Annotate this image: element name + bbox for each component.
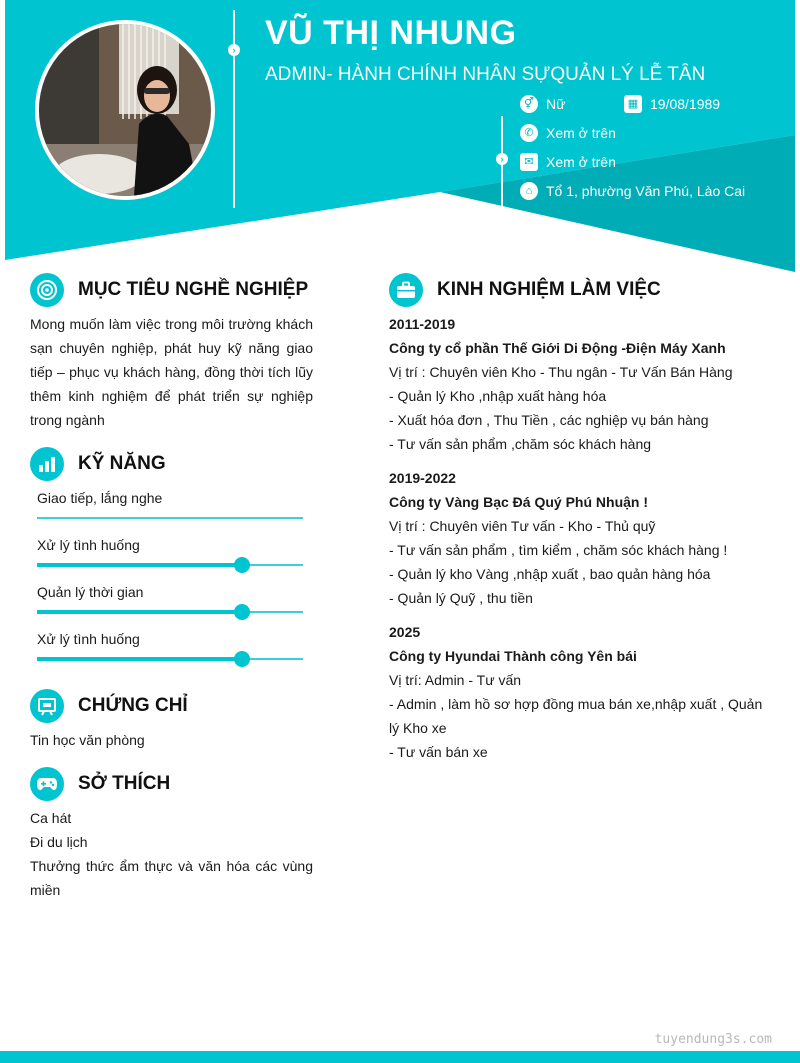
- birthday-info: [624, 95, 720, 113]
- objective-text: Mong muốn làm việc trong môi trường khách sạn chuyên nghiệp, phát huy kỹ năng giao tiếp – phục vụ khách hàng, đồng thời tích lũy thêm kinh nghiệm để phát triển sự nghiệp trong ngành: [30, 316, 313, 428]
- job-line: - Quản lý Kho ,nhập xuất hàng hóa: [389, 388, 607, 404]
- home-icon: ⌂: [520, 182, 538, 200]
- skill-label: Xử lý tình huống: [37, 537, 140, 553]
- footer-bar: [0, 1051, 800, 1063]
- email-icon: ✉: [520, 153, 538, 171]
- hobbies-heading: [30, 767, 170, 801]
- phone-info: [520, 124, 616, 142]
- job-company: Công ty Hyundai Thành công Yên bái: [389, 648, 637, 664]
- gender-icon: ⚥: [520, 95, 538, 113]
- job-company: Công ty cổ phần Thế Giới Di Động -Điện Máy Xanh: [389, 340, 726, 356]
- job-period: 2011-2019: [389, 316, 456, 332]
- job-line: - Tư vấn sản phẩm ,chăm sóc khách hàng: [389, 436, 652, 452]
- job-period: 2025: [389, 624, 421, 640]
- header-divider-line: [233, 10, 235, 208]
- calendar-icon: ▦: [624, 95, 642, 113]
- job-line: - Tư vấn bán xe: [389, 744, 488, 760]
- certificates-title: CHỨNG CHỈ: [78, 695, 188, 716]
- certificates-heading: [30, 689, 188, 723]
- skill-label: Xử lý tình huống: [37, 631, 140, 647]
- skill-bar-fill: [37, 657, 242, 661]
- hobby-item: Đi du lịch: [30, 834, 88, 850]
- divider-arrow-icon: ›: [228, 44, 240, 56]
- address-value: Tổ 1, phường Văn Phú, Lào Cai: [546, 183, 746, 199]
- experience-title: KINH NGHIỆM LÀM VIỆC: [437, 279, 661, 300]
- certificate-item: Tin học văn phòng: [30, 732, 145, 748]
- address-info: [520, 182, 745, 200]
- objective-heading: [30, 273, 308, 307]
- skill-bar-fill: [37, 610, 242, 614]
- phone-icon: ✆: [520, 124, 538, 142]
- gamepad-icon: [30, 767, 64, 801]
- job-line: Vị trí: Admin - Tư vấn: [389, 672, 522, 688]
- email-info: [520, 153, 616, 171]
- chart-icon: [30, 447, 64, 481]
- target-icon: [30, 273, 64, 307]
- hobby-item: Ca hát: [30, 810, 72, 826]
- hobbies-title: SỞ THÍCH: [78, 773, 171, 794]
- profile-photo: [39, 24, 211, 196]
- certificate-icon: [30, 689, 64, 723]
- skill-label: Giao tiếp, lắng nghe: [37, 490, 163, 506]
- skills-heading: [30, 447, 166, 481]
- gender-value: Nữ: [546, 96, 566, 112]
- job-line: - Xuất hóa đơn , Thu Tiền , các nghiệp vụ bán hàng: [389, 412, 709, 428]
- job-entry: [389, 620, 769, 764]
- objective-title: MỤC TIÊU NGHỀ NGHIỆP: [78, 279, 309, 300]
- skill-level-knob: [234, 557, 250, 573]
- job-line: Vị trí : Chuyên viên Tư vấn - Kho - Thủ quỹ: [389, 518, 656, 534]
- skill-label: Quản lý thời gian: [37, 584, 144, 600]
- skill-bar: [37, 658, 303, 660]
- skill-level-knob: [234, 651, 250, 667]
- briefcase-icon: [389, 273, 423, 307]
- job-line: Vị trí : Chuyên viên Kho - Thu ngân - Tư Vấn Bán Hàng: [389, 364, 733, 380]
- skill-bar: [37, 517, 303, 519]
- hobby-item: Thưởng thức ẩm thực và văn hóa các vùng miền: [30, 858, 313, 898]
- skill-bar-fill: [37, 563, 242, 567]
- job-period: 2019-2022: [389, 470, 456, 486]
- avatar: [35, 20, 215, 200]
- job-entry: [389, 466, 769, 610]
- gender-info: [520, 95, 565, 113]
- job-title: ADMIN- HÀNH CHÍNH NHÂN SỰQUẢN LÝ LỄ TÂN: [265, 64, 706, 85]
- job-line: - Quản lý kho Vàng ,nhập xuất , bao quản hàng hóa: [389, 566, 711, 582]
- email-value: Xem ở trên: [546, 154, 616, 170]
- job-entry: [389, 312, 769, 456]
- phone-value: Xem ở trên: [546, 125, 616, 141]
- skill-level-knob: [234, 604, 250, 620]
- job-line: - Admin , làm hồ sơ hợp đồng mua bán xe,nhập xuất , Quản lý Kho xe: [389, 696, 763, 736]
- skill-bar: [37, 611, 303, 613]
- job-company: Công ty Vàng Bạc Đá Quý Phú Nhuận !: [389, 494, 649, 510]
- candidate-name: VŨ THỊ NHUNG: [265, 14, 517, 52]
- contact-arrow-icon: ›: [496, 153, 508, 165]
- birthday-value: 19/08/1989: [650, 96, 721, 112]
- job-line: - Tư vấn sản phẩm , tìm kiểm , chăm sóc khách hàng !: [389, 542, 728, 558]
- experience-heading: [389, 273, 661, 307]
- job-line: - Quản lý Quỹ , thu tiền: [389, 590, 533, 606]
- watermark: tuyendung3s.com: [654, 1032, 772, 1047]
- skills-title: KỸ NĂNG: [78, 453, 166, 474]
- skill-bar: [37, 564, 303, 566]
